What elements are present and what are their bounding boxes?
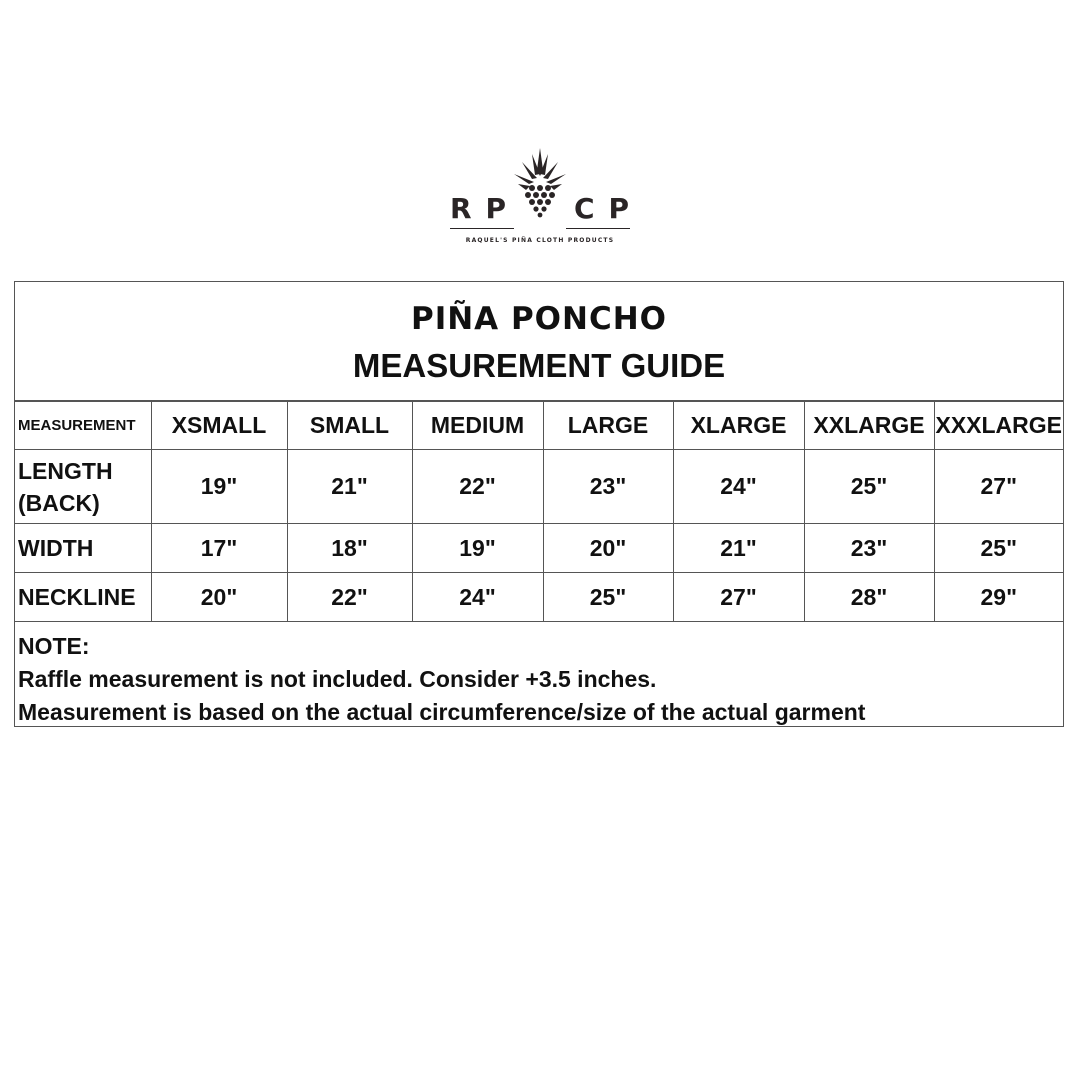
table-cell: 25" <box>804 450 934 524</box>
logo-rule-right <box>566 228 630 229</box>
note-line-1: Raffle measurement is not included. Consider +3.5 inches. <box>18 666 657 692</box>
table-cell: 19" <box>151 450 287 524</box>
table-cell: 22" <box>412 450 543 524</box>
table-cell: 28" <box>804 573 934 622</box>
header-xxxlarge: XXXLARGE <box>934 402 1063 450</box>
table-cell: 23" <box>804 524 934 573</box>
table-cell: 27" <box>934 450 1063 524</box>
table-row <box>15 524 1063 573</box>
table-cell: 23" <box>543 450 673 524</box>
header-large: LARGE <box>543 402 673 450</box>
logo-rule-left <box>450 228 514 229</box>
row-label: LENGTH (BACK) <box>15 450 151 524</box>
row-label: NECKLINE <box>15 573 151 622</box>
row-label: WIDTH <box>15 524 151 573</box>
table-cell: 29" <box>934 573 1063 622</box>
table-cell: 21" <box>673 524 804 573</box>
table-cell: 25" <box>934 524 1063 573</box>
table-cell: 27" <box>673 573 804 622</box>
header-small: SMALL <box>287 402 412 450</box>
table-cell: 19" <box>412 524 543 573</box>
table-header-row <box>15 402 1063 450</box>
table-cell: 22" <box>287 573 412 622</box>
pineapple-icon <box>510 148 570 220</box>
brand-logo <box>440 148 644 248</box>
table-cell: 18" <box>287 524 412 573</box>
logo-letters-right: CP <box>574 192 644 225</box>
logo-letters-left: RP <box>450 192 521 225</box>
note-heading: NOTE: <box>18 633 90 659</box>
header-xxlarge: XXLARGE <box>804 402 934 450</box>
note-block <box>15 622 1063 729</box>
table-cell: 20" <box>151 573 287 622</box>
table-cell: 24" <box>412 573 543 622</box>
header-medium: MEDIUM <box>412 402 543 450</box>
table-cell: 20" <box>543 524 673 573</box>
product-title: PIÑA PONCHO <box>410 301 668 337</box>
table-cell: 21" <box>287 450 412 524</box>
logo-tagline: RAQUEL'S PIÑA CLOTH PRODUCTS <box>465 237 615 244</box>
table-cell: 25" <box>543 573 673 622</box>
header-xlarge: XLARGE <box>673 402 804 450</box>
header-measurement: MEASUREMENT <box>15 402 151 450</box>
guide-subtitle: MEASUREMENT GUIDE <box>352 347 726 384</box>
note-line-2: Measurement is based on the actual circumference/size of the actual garment <box>18 699 866 725</box>
measurement-guide <box>14 281 1064 727</box>
guide-title-block <box>15 282 1063 401</box>
table-cell: 17" <box>151 524 287 573</box>
size-table <box>15 401 1063 622</box>
table-row <box>15 573 1063 622</box>
table-row <box>15 450 1063 524</box>
header-xsmall: XSMALL <box>151 402 287 450</box>
table-cell: 24" <box>673 450 804 524</box>
